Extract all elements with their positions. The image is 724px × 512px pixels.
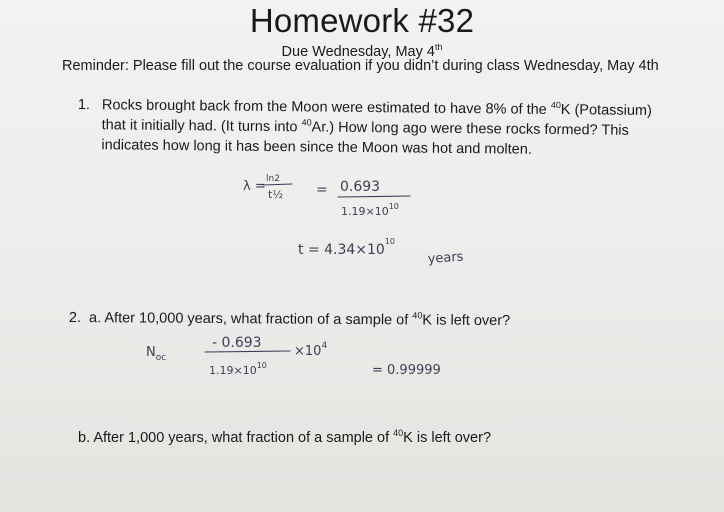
question-2-number: 2.	[68, 309, 82, 327]
denominator-1-exp: 10	[388, 202, 399, 211]
denominator-2-exp: 10	[256, 361, 267, 370]
t-result-exp: 10	[384, 237, 396, 246]
years-label: years	[427, 249, 464, 267]
denominator-1-base: 1.19×10	[341, 205, 389, 218]
question-1-number: 1.	[77, 96, 91, 114]
equals-sign: =	[316, 182, 328, 198]
q1-line2-b: Ar.) How long ago were these rocks formed? This	[311, 119, 629, 139]
denominator-2	[209, 361, 267, 377]
question-2b	[78, 428, 491, 448]
q2a-text-a: a. After 10,000 years, what fraction of a sample of	[89, 310, 413, 329]
times-10-4	[294, 341, 327, 359]
page-title: Homework #32	[249, 2, 475, 39]
times-base: ×10	[294, 344, 322, 359]
q2b-sup: 40	[393, 428, 404, 438]
q1-line1-a: Rocks brought back from the Moon were estimated to have 8% of the	[101, 97, 551, 118]
t-half-text: t½	[268, 188, 283, 201]
fraction-bar-2	[205, 351, 290, 352]
q2a-sup: 40	[412, 310, 423, 321]
q1-line1-sup: 40	[550, 99, 561, 111]
q2b-text-b: K is left over?	[403, 430, 492, 446]
ln2-text: ln2	[266, 174, 280, 184]
t-result	[298, 237, 395, 258]
q2a-text-b: K is left over?	[422, 312, 511, 330]
denominator-1	[341, 202, 399, 218]
denominator-2-base: 1.19×10	[209, 364, 257, 377]
noc-label	[146, 345, 166, 363]
q2b-text-a: b. After 1,000 years, what fraction of a sample of	[78, 430, 394, 446]
fraction-bar-ln2	[263, 184, 292, 185]
due-text: Due Wednesday, May 4	[281, 44, 435, 60]
question-2a	[69, 308, 510, 331]
q1-line2-a: that it initially had. (It turns into	[101, 117, 302, 136]
due-suffix: th	[434, 42, 443, 52]
reminder-text: Reminder: Please fill out the course evaluation if you didn’t during class Wednesday, May 4th	[62, 58, 659, 74]
lambda-lhs: λ =	[243, 179, 266, 194]
q1-line1-b: K (Potassium)	[560, 102, 652, 120]
noc-sub: oc	[155, 353, 167, 363]
result-2: = 0.99999	[372, 363, 441, 378]
numerator-2: - 0.693	[212, 335, 262, 351]
numerator-1: 0.693	[340, 179, 381, 195]
t-result-base: t = 4.34×10	[298, 242, 385, 258]
fraction-bar-1	[338, 196, 410, 197]
question-1-line-3: indicates how long it has been since the Moon was hot and molten.	[101, 137, 532, 158]
times-exp: 4	[321, 341, 328, 351]
q1-line2-sup: 40	[301, 117, 312, 128]
noc-base: N	[146, 345, 156, 360]
